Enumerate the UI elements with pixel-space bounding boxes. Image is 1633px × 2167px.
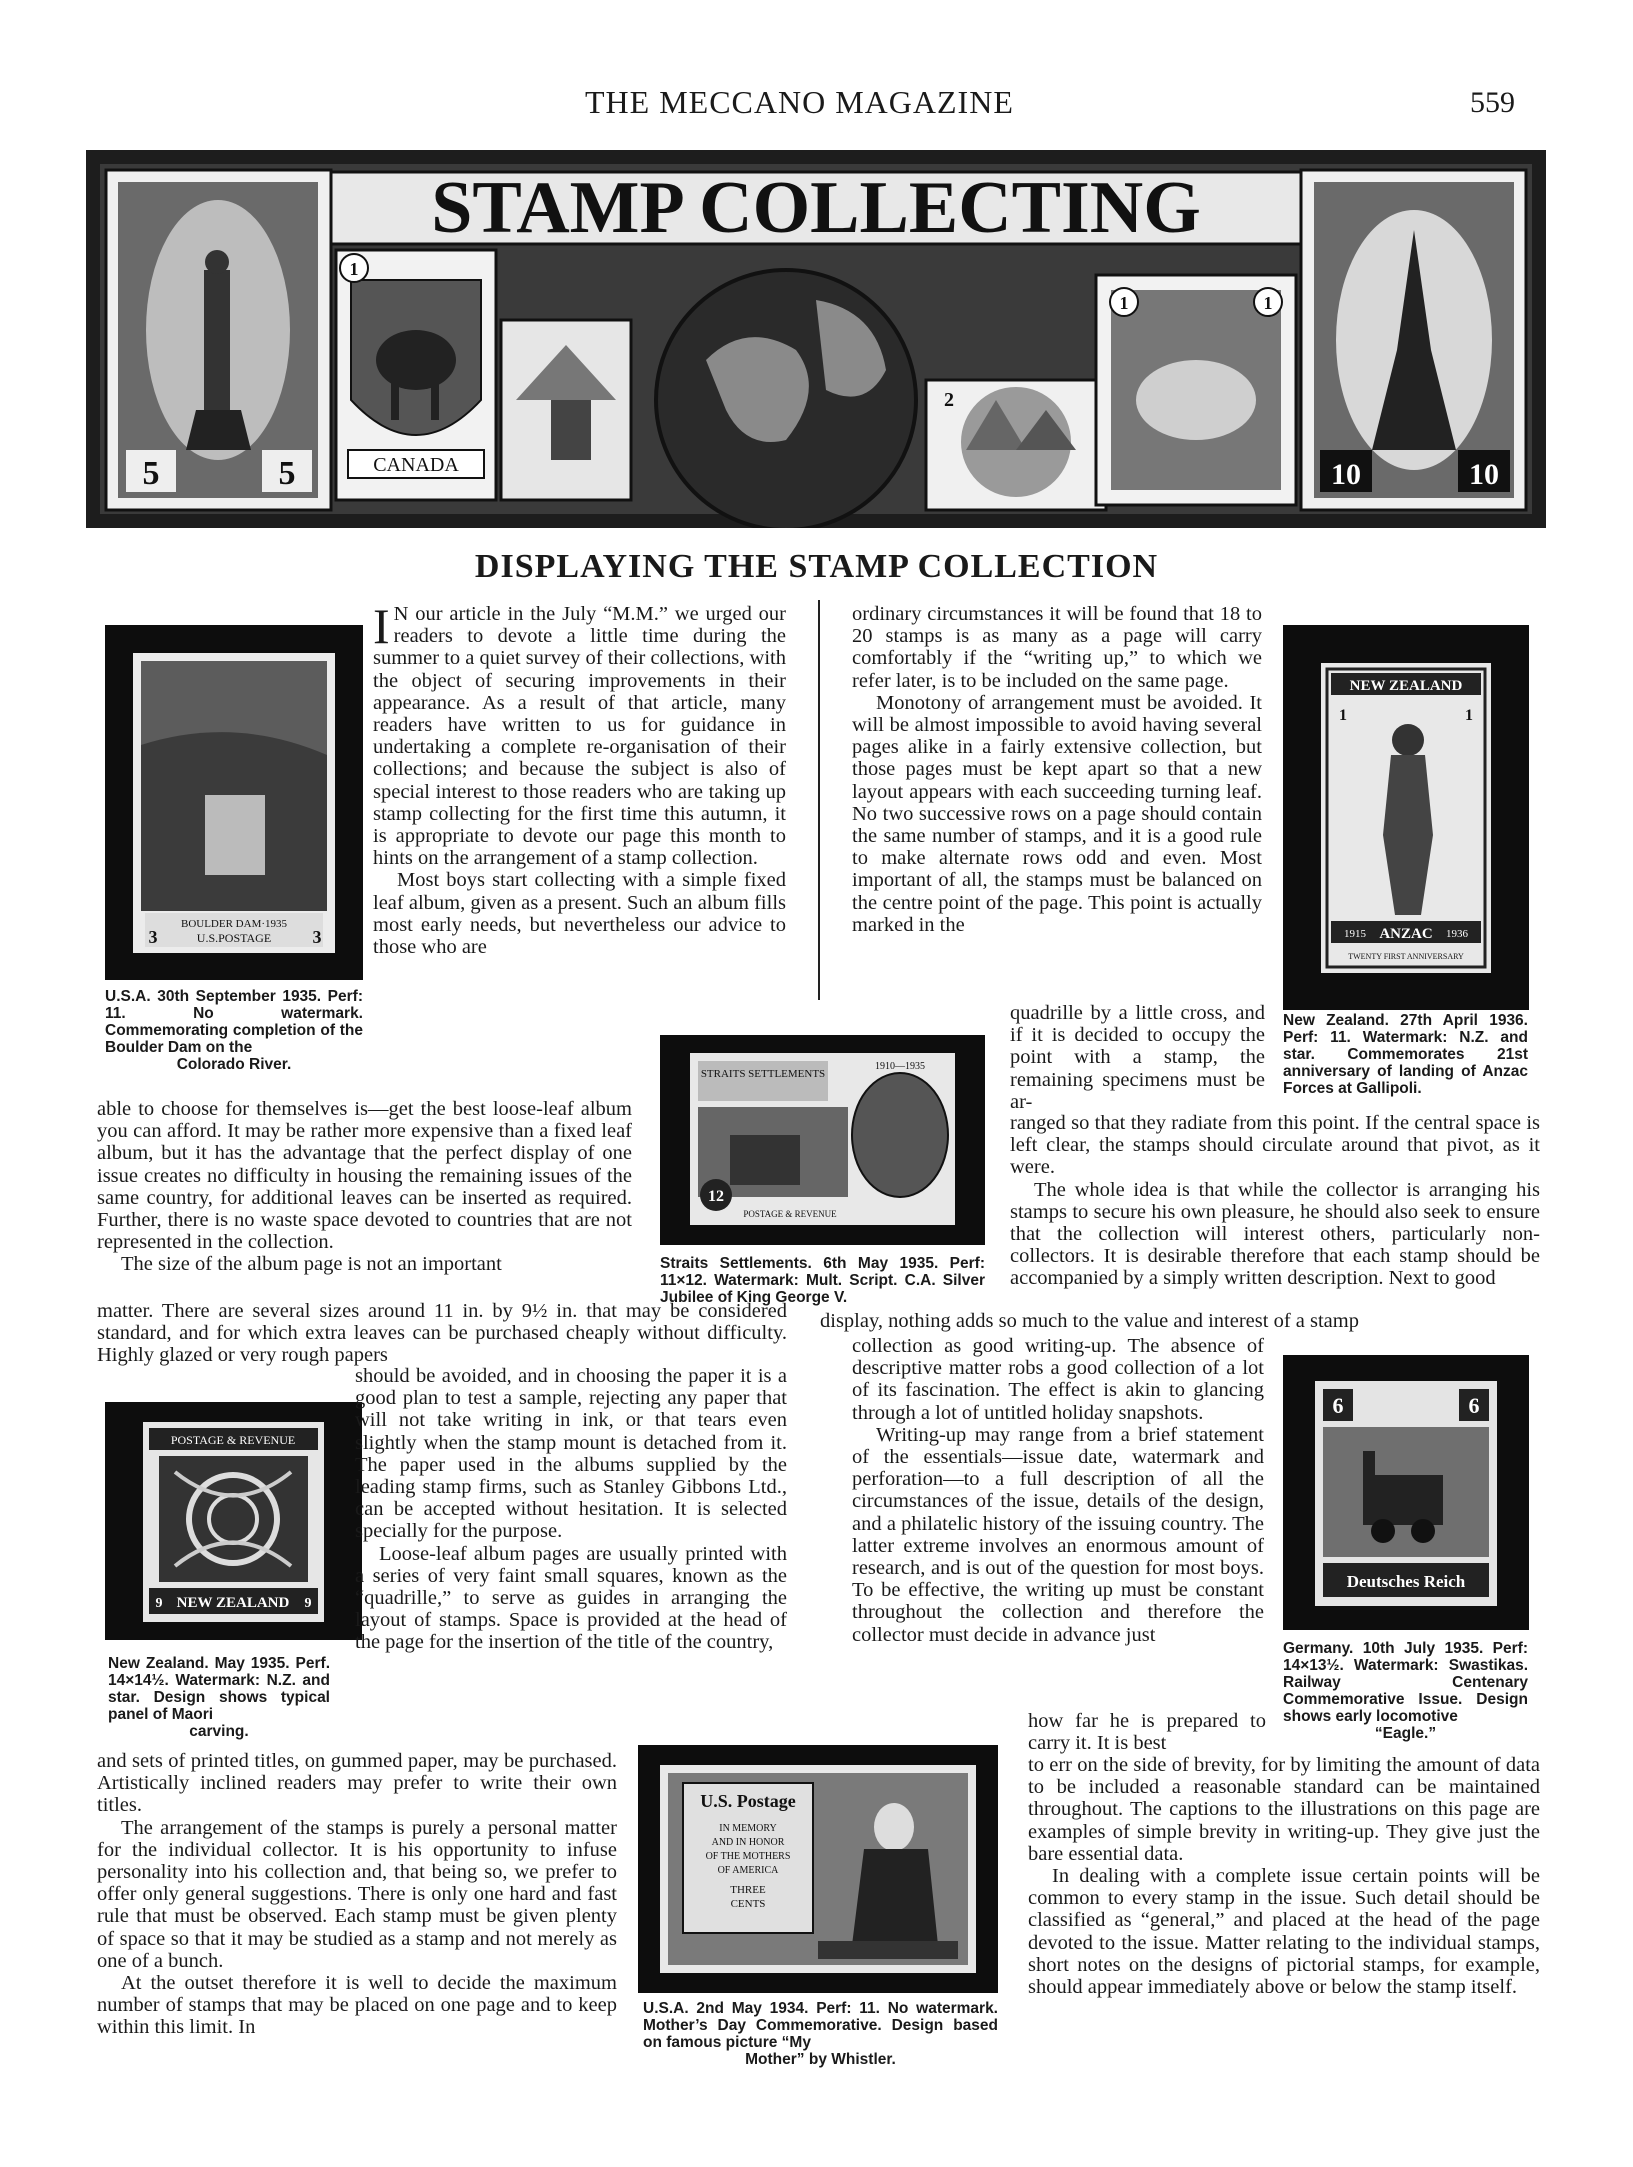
column-2-lower	[1028, 1754, 1540, 1998]
boulder-stamp-value-right: 3	[312, 927, 322, 947]
boulder-stamp-top: BOULDER DAM·1935	[180, 918, 288, 930]
siam-banner-value-left: 1	[1119, 293, 1129, 313]
usa-mothers-caption	[643, 2000, 998, 2068]
nz-maori-stamp	[105, 1402, 362, 1640]
usa-boulder-caption-last: Colorado River.	[176, 1056, 292, 1073]
mothers-stamp-title: U.S. Postage	[700, 1791, 796, 1811]
banner-title: STAMP COLLECTING	[431, 167, 1201, 249]
column-1-right-of-maori	[355, 1365, 787, 1654]
drop-cap: I	[373, 598, 390, 654]
col2-paragraph-4c: to err on the side of brevity, for by limiting the amount of data to be included a reasonable standard can be maintained throughout. The captions to the illustrations on this page are examples of simple brevity in writing-up. They give just the bare essential data.	[1028, 1754, 1540, 1865]
germany-caption-text: Germany. 10th July 1935. Perf: 14×13½. Watermark: Swastikas. Railway Centenary Commemorative Issue. Design shows early locomotive	[1283, 1640, 1528, 1725]
egypt-banner-value: 2	[944, 389, 954, 411]
col2-paragraph-3c: collection as good writing-up. The absence of descriptive matter robs a good collection of a lot of its fascination. The effect is akin to glancing through a lot of untitled holiday snapshots.	[852, 1335, 1264, 1424]
anzac-stamp-top: NEW ZEALAND	[1349, 678, 1463, 694]
col2-paragraph-2c: ranged so that they radiate from this point. If the central space is left clear, the stamps should circulate around that pivot, as it were.	[1010, 1112, 1540, 1179]
straits-stamp-dates: 1910—1935	[875, 1061, 925, 1072]
canada-banner-label: CANADA	[373, 454, 459, 476]
anzac-stamp-value-left: 1	[1339, 707, 1347, 724]
column-1-upper	[373, 598, 786, 959]
paragraph-3a: The size of the album page is not an important	[121, 1253, 502, 1276]
paragraph-6: At the outset therefore it is well to decide the maximum number of stamps that may be placed on one page and to keep within this limit. In	[97, 1972, 617, 2039]
mothers-stamp-line-6: CENTS	[730, 1898, 766, 1910]
lead-paragraph	[373, 598, 786, 870]
boulder-stamp-value-left: 3	[148, 927, 158, 947]
col2-paragraph-4b: how far he is prepared to carry it. It is best	[1028, 1710, 1266, 1755]
usa-boulder-caption-text: U.S.A. 30th September 1935. Perf: 11. No watermark. Commemorating completion of the Boulder Dam on the	[105, 988, 363, 1056]
usa-mothers-day-stamp	[638, 1745, 998, 1993]
usa-banner-value-left: 5	[142, 455, 160, 492]
mothers-stamp-line-5: THREE	[730, 1884, 766, 1896]
straits-stamp-bottom: POSTAGE & REVENUE	[743, 1209, 837, 1219]
column-2-left-of-germany	[852, 1335, 1264, 1646]
stamp-collecting-banner	[86, 150, 1546, 528]
mothers-stamp-line-3: OF THE MOTHERS	[705, 1851, 791, 1862]
col2-paragraph-2a: Monotony of arrangement must be avoided. It will be almost impossible to avoid having several pages alike in a fairly extensive collection, but those pages must be kept apart so that a new layout appears with each succeeding turning leaf. No two successive rows on a page should contain the same number of stamps, and it is a good rule to make alternate rows odd and even. Most important of all, the stamps must be balanced on the centre point of the page. This point is actually marked in the	[852, 691, 1262, 936]
nz-anzac-caption: New Zealand. 27th April 1936. Perf: 11. Watermark: N.Z. and star. Commemorates 21st anniversary of landing of Anzac Forces at Gallipoli.	[1283, 1012, 1528, 1097]
nz-anzac-stamp	[1283, 625, 1529, 1010]
lead-paragraph-text: N our article in the July “M.M.” we urged our readers to devote a little time during the summer to a quiet survey of their collections, with the object of securing improvements in their appearance. As a result of that article, many readers have written to us for guidance in undertaking a complete re-organisation of their collections; and because the subject is also of special interest to those readers who are taking up stamp collecting for the first time this autumn, it is appropriate to devote our page this month to hints on the arrangement of a stamp collection.	[373, 603, 786, 870]
anzac-stamp-label: ANZAC	[1379, 926, 1433, 942]
anzac-stamp-value-right: 1	[1465, 707, 1473, 724]
paragraph-2b: able to choose for themselves is—get the best loose-leaf album you can afford. It may be rather more expensive than a fixed leaf album, but it has the advantage that the perfect display of one issue creates no difficulty in housing the remaining issues of the same country, for additional leaves can be inserted as required. Further, there is no waste space devoted to countries that are not represented in the collection.	[97, 1098, 632, 1254]
banner-illustration	[86, 150, 1546, 528]
paragraph-2a	[373, 869, 786, 958]
column-2-full	[820, 1310, 1540, 1332]
germany-railway-stamp	[1283, 1355, 1529, 1630]
canada-banner-corner: 1	[349, 259, 359, 279]
mothers-stamp-line-4: OF AMERICA	[717, 1865, 779, 1876]
column-2-wide	[1010, 1112, 1540, 1290]
france-banner-value-right: 10	[1469, 458, 1499, 491]
paragraph-5: The arrangement of the stamps is purely a personal matter for the individual collector. It is his opportunity to infuse personality into his collection and, that being so, we prefer to offer only general suggestions. There is only one hard and fast rule that must be observed. Each stamp must be given plenty of space so that it may be studied as a stamp and not merely as one of a bunch.	[97, 1816, 617, 1972]
article-headline: DISPLAYING THE STAMP COLLECTION	[474, 548, 1159, 585]
usa-boulder-caption	[105, 988, 363, 1073]
col2-paragraph-5: In dealing with a complete issue certain points will be common to every stamp in the issue. Such detail should be classified as “general,” and placed at the head of the page devoted to the issue. Matter relating to the individual stamps, short notes on the designs of pictorial stamps, for example, should appear immediately above or below the stamp itself.	[1028, 1865, 1540, 1999]
usa-banner-value-right: 5	[278, 455, 296, 492]
germany-caption-last: “Eagle.”	[1374, 1725, 1437, 1742]
anzac-stamp-year-right: 1936	[1446, 928, 1468, 940]
column-2-narrow	[1010, 1002, 1265, 1113]
boulder-stamp-bottom: U.S.POSTAGE	[196, 931, 272, 945]
germany-stamp-bottom: Deutsches Reich	[1346, 1572, 1466, 1591]
germany-caption	[1283, 1640, 1528, 1742]
mothers-stamp-line-2: AND IN HONOR	[711, 1837, 785, 1848]
usa-mothers-caption-text: U.S.A. 2nd May 1934. Perf: 11. No watermark. Mother’s Day Commemorative. Design based on famous picture “My	[643, 2000, 998, 2051]
maori-stamp-top: POSTAGE & REVENUE	[170, 1433, 296, 1447]
maori-stamp-value-right: 9	[304, 1596, 312, 1611]
col2-paragraph-4a: Writing-up may range from a brief statement of the essentials—issue date, watermark and perforation—to a full description of all the circumstances of the issue, details of the design, and a philatelic history of the issuing country. The latter extreme involves an enormous amount of research, and is out of the question for most boys. To be effective, the writing up must be constant throughout the collection and therefore the collector must decide in advance just	[852, 1423, 1264, 1646]
running-title: THE MECCANO MAGAZINE	[585, 84, 1014, 120]
siam-banner-value-right: 1	[1263, 293, 1273, 313]
paragraph-2a-text: Most boys start collecting with a simple fixed leaf album, given as a present. Such an album fills most early needs, but nevertheless our advice to those who are	[373, 869, 786, 959]
straits-stamp-value: 12	[708, 1188, 724, 1205]
nz-maori-caption	[108, 1655, 330, 1740]
column-1-wide	[97, 1300, 787, 1367]
paragraph-3b: matter. There are several sizes around 11 in. by 9½ in. that may be considered standard, and for which extra leaves can be purchased cheaply without difficulty. Highly glazed or very rough papers	[97, 1300, 787, 1367]
france-banner-value-left: 10	[1331, 458, 1361, 491]
column-2-upper	[852, 603, 1262, 936]
usa-mothers-caption-last: Mother” by Whistler.	[745, 2051, 896, 2068]
paragraph-4b: and sets of printed titles, on gummed paper, may be purchased. Artistically inclined readers may prefer to write their own titles.	[97, 1750, 617, 1817]
column-rule	[818, 600, 820, 1000]
col2-paragraph-2b: quadrille by a little cross, and if it is decided to occupy the point with a stamp, the remaining specimens must be ar-	[1010, 1002, 1265, 1113]
germany-stamp-value-left: 6	[1332, 1393, 1344, 1418]
page-number: 559	[1470, 86, 1515, 119]
paragraph-3c: should be avoided, and in choosing the paper it is a good plan to test a sample, rejecting any paper that will not take writing in ink, or that tears even slightly when the stamp mount is detached from it. The paper used in the albums supplied by the leading stamp firms, such as Stanley Gibbons Ltd., can be accepted without hesitation. It is selected specially for the purpose.	[355, 1365, 787, 1543]
mothers-stamp-line-1: IN MEMORY	[719, 1823, 777, 1834]
maori-stamp-value-left: 9	[155, 1596, 163, 1611]
paragraph-4a: Loose-leaf album pages are usually printed with a series of very faint small squares, known as the “quadrille,” to serve as guides in arranging the layout of stamps. Space is provided at the head of the page for the insertion of the title of the country,	[355, 1542, 787, 1654]
straits-settlements-stamp	[660, 1035, 985, 1245]
col2-paragraph-1: ordinary circumstances it will be found that 18 to 20 stamps is as many as a page will carry comfortably if the “writing up,” to which we refer later, is to be included on the same page.	[852, 603, 1262, 692]
straits-caption: Straits Settlements. 6th May 1935. Perf: 11×12. Watermark: Mult. Script. C.A. Silver Jubilee of King George V.	[660, 1255, 985, 1306]
col2-paragraph-3a: The whole idea is that while the collector is arranging his stamps to secure his own pleasure, he should also seek to ensure that the collection will interest others, particularly non-collectors. It is desirable therefore that each stamp should be accompanied by a simply written description. Next to good	[1010, 1178, 1540, 1290]
col2-paragraph-3b: display, nothing adds so much to the value and interest of a stamp	[820, 1310, 1359, 1332]
column-1-lower	[97, 1750, 617, 2039]
usa-boulder-dam-stamp	[105, 625, 363, 980]
straits-stamp-name: STRAITS SETTLEMENTS	[700, 1068, 826, 1080]
germany-stamp-value-right: 6	[1468, 1393, 1480, 1418]
anzac-stamp-bottom: TWENTY FIRST ANNIVERSARY	[1348, 952, 1464, 961]
anzac-stamp-year-left: 1915	[1344, 928, 1366, 940]
column-1-middle	[97, 1098, 632, 1276]
nz-maori-caption-text: New Zealand. May 1935. Perf. 14×14½. Watermark: N.Z. and star. Design shows typical panel of Maori	[108, 1655, 330, 1723]
nz-maori-caption-last: carving.	[189, 1723, 249, 1740]
column-2-short	[1028, 1710, 1266, 1754]
maori-stamp-bottom: NEW ZEALAND	[176, 1595, 290, 1611]
